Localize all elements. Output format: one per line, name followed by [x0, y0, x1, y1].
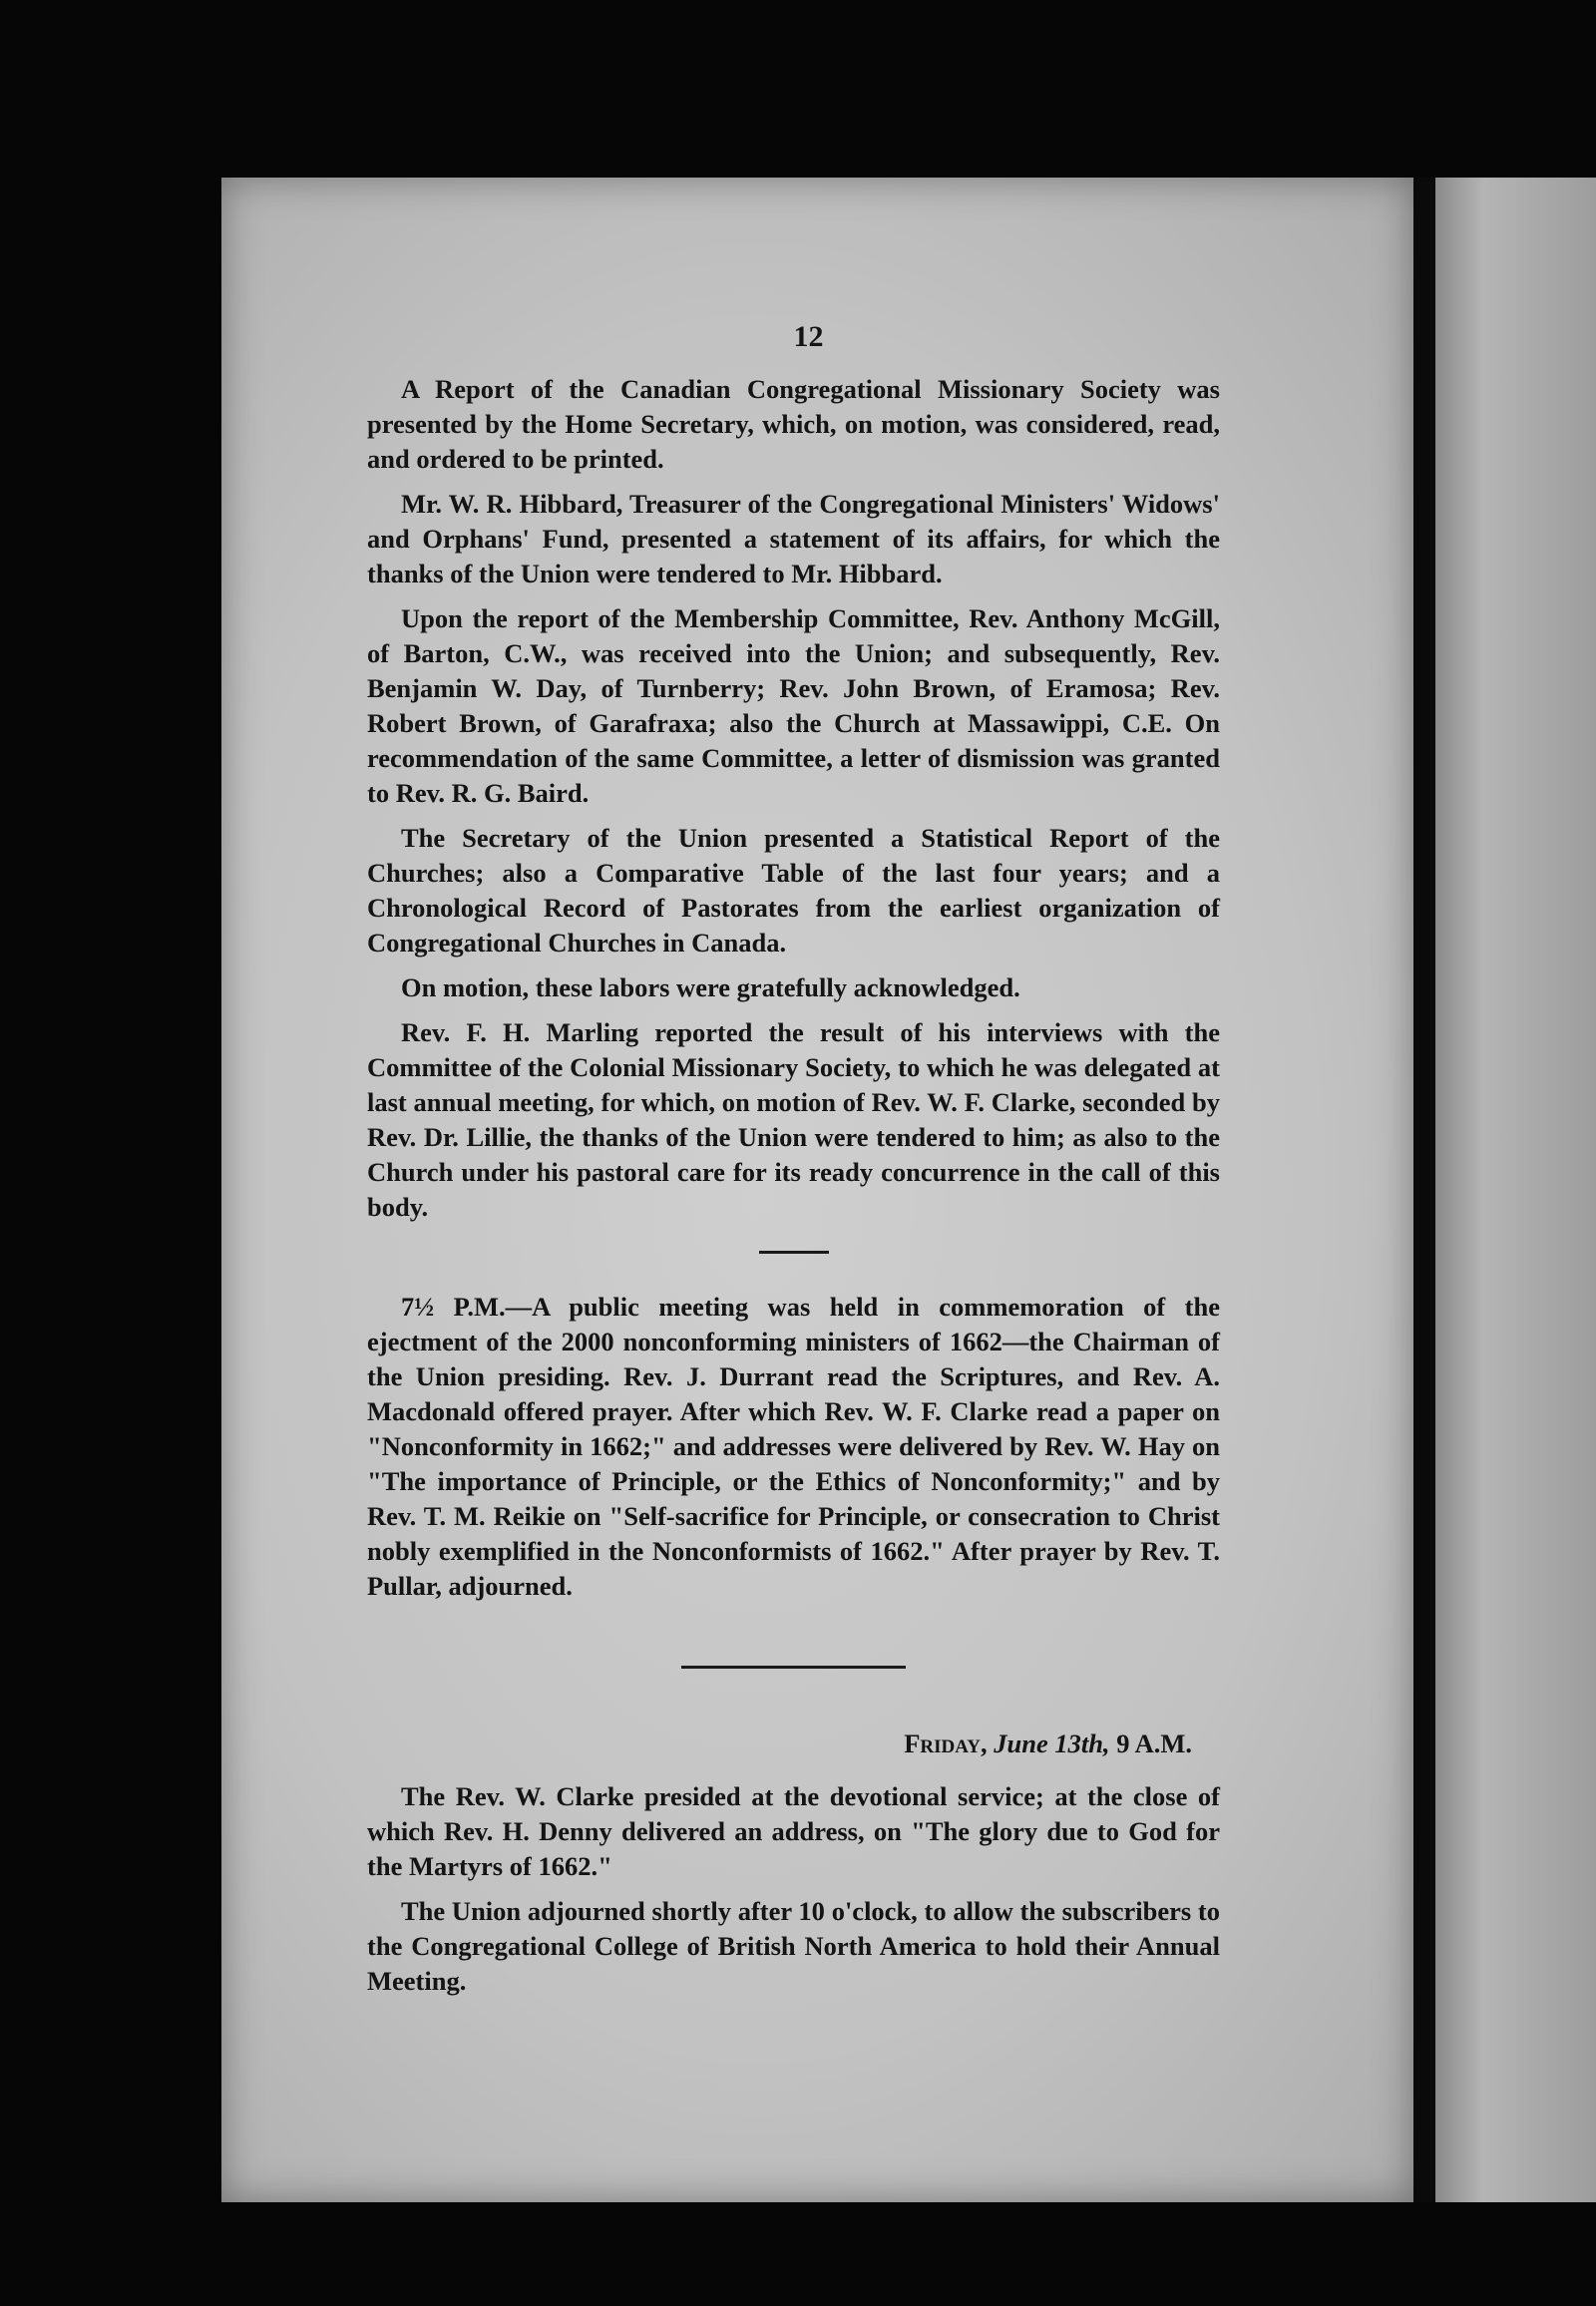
paragraph-statistical-report: The Secretary of the Union presented a Statistical Report of the Churches; also a Comparative Table of the last four years; and a Chronological Record of Pastorates from the earliest organization of Congregational Churches in Canada. — [367, 823, 1220, 958]
section-divider-short — [759, 1251, 829, 1254]
paragraph-membership: Upon the report of the Membership Committee, Rev. Anthony McGill, of Barton, C.W., was received into the Union; and subsequently, Rev. Benjamin W. Day, of Turnberry; Rev. John Brown, of Eramosa; Rev. Robert Brown, of Garafraxa; also the Church at Massawippi, C.E. On recommendation of the same Committee, a letter of dismission was granted to Rev. R. G. Baird. — [367, 603, 1220, 808]
dateline-time: 9 A.M. — [1116, 1729, 1192, 1758]
paragraph-acknowledged: On motion, these labors were gratefully acknowledged. — [401, 972, 1020, 1002]
page-number: 12 — [793, 320, 824, 353]
dateline — [367, 1727, 1220, 1761]
paragraph-public-meeting: 7½ P.M.—A public meeting was held in commemoration of the ejectment of the 2000 nonconforming ministers of 1662—the Chairman of the Union presiding. Rev. J. Durrant read the Scriptures, and Rev. A. Macdonald offered prayer. After which Rev. W. F. Clarke read a paper on "Nonconformity in 1662;" and addresses were delivered by Rev. W. Hay on "The importance of Principle, or the Ethics of Nonconformity;" and by Rev. T. M. Reikie on "Self-sacrifice for Principle, or consecration to Christ nobly exemplified in the Nonconformists of 1662." After prayer by Rev. T. Pullar, adjourned. — [367, 1292, 1220, 1601]
book-gutter — [1413, 178, 1435, 2202]
dateline-date: June 13th, — [994, 1729, 1110, 1758]
dateline-day: Friday, — [904, 1729, 988, 1758]
facing-page-edge — [1435, 178, 1596, 2202]
paragraph-missionary-report: A Report of the Canadian Congregational Missionary Society was presented by the Home Secretary, which, on motion, was considered, read, and ordered to be printed. — [367, 374, 1220, 474]
paragraph-devotional-service: The Rev. W. Clarke presided at the devotional service; at the close of which Rev. H. Denny delivered an address, on "The glory due to God for the Martyrs of 1662." — [367, 1781, 1220, 1881]
paragraph-widows-fund: Mr. W. R. Hibbard, Treasurer of the Congregational Ministers' Widows' and Orphans' Fund, presented a statement of its affairs, for which the thanks of the Union were tendered to Mr. Hibbard. — [367, 489, 1220, 588]
page-text — [367, 319, 1220, 2009]
paragraph-marling-report: Rev. F. H. Marling reported the result of his interviews with the Committee of the Colonial Missionary Society, to which he was delegated at last annual meeting, for which, on motion of Rev. W. F. Clarke, seconded by Rev. Dr. Lillie, the thanks of the Union were tendered to him; as also to the Church under his pastoral care for its ready concurrence in the call of this body. — [367, 1017, 1220, 1222]
section-divider-long — [681, 1666, 906, 1669]
paragraph-adjourned: The Union adjourned shortly after 10 o'clock, to allow the subscribers to the Congregational College of British North America to hold their Annual Meeting. — [367, 1896, 1220, 1996]
